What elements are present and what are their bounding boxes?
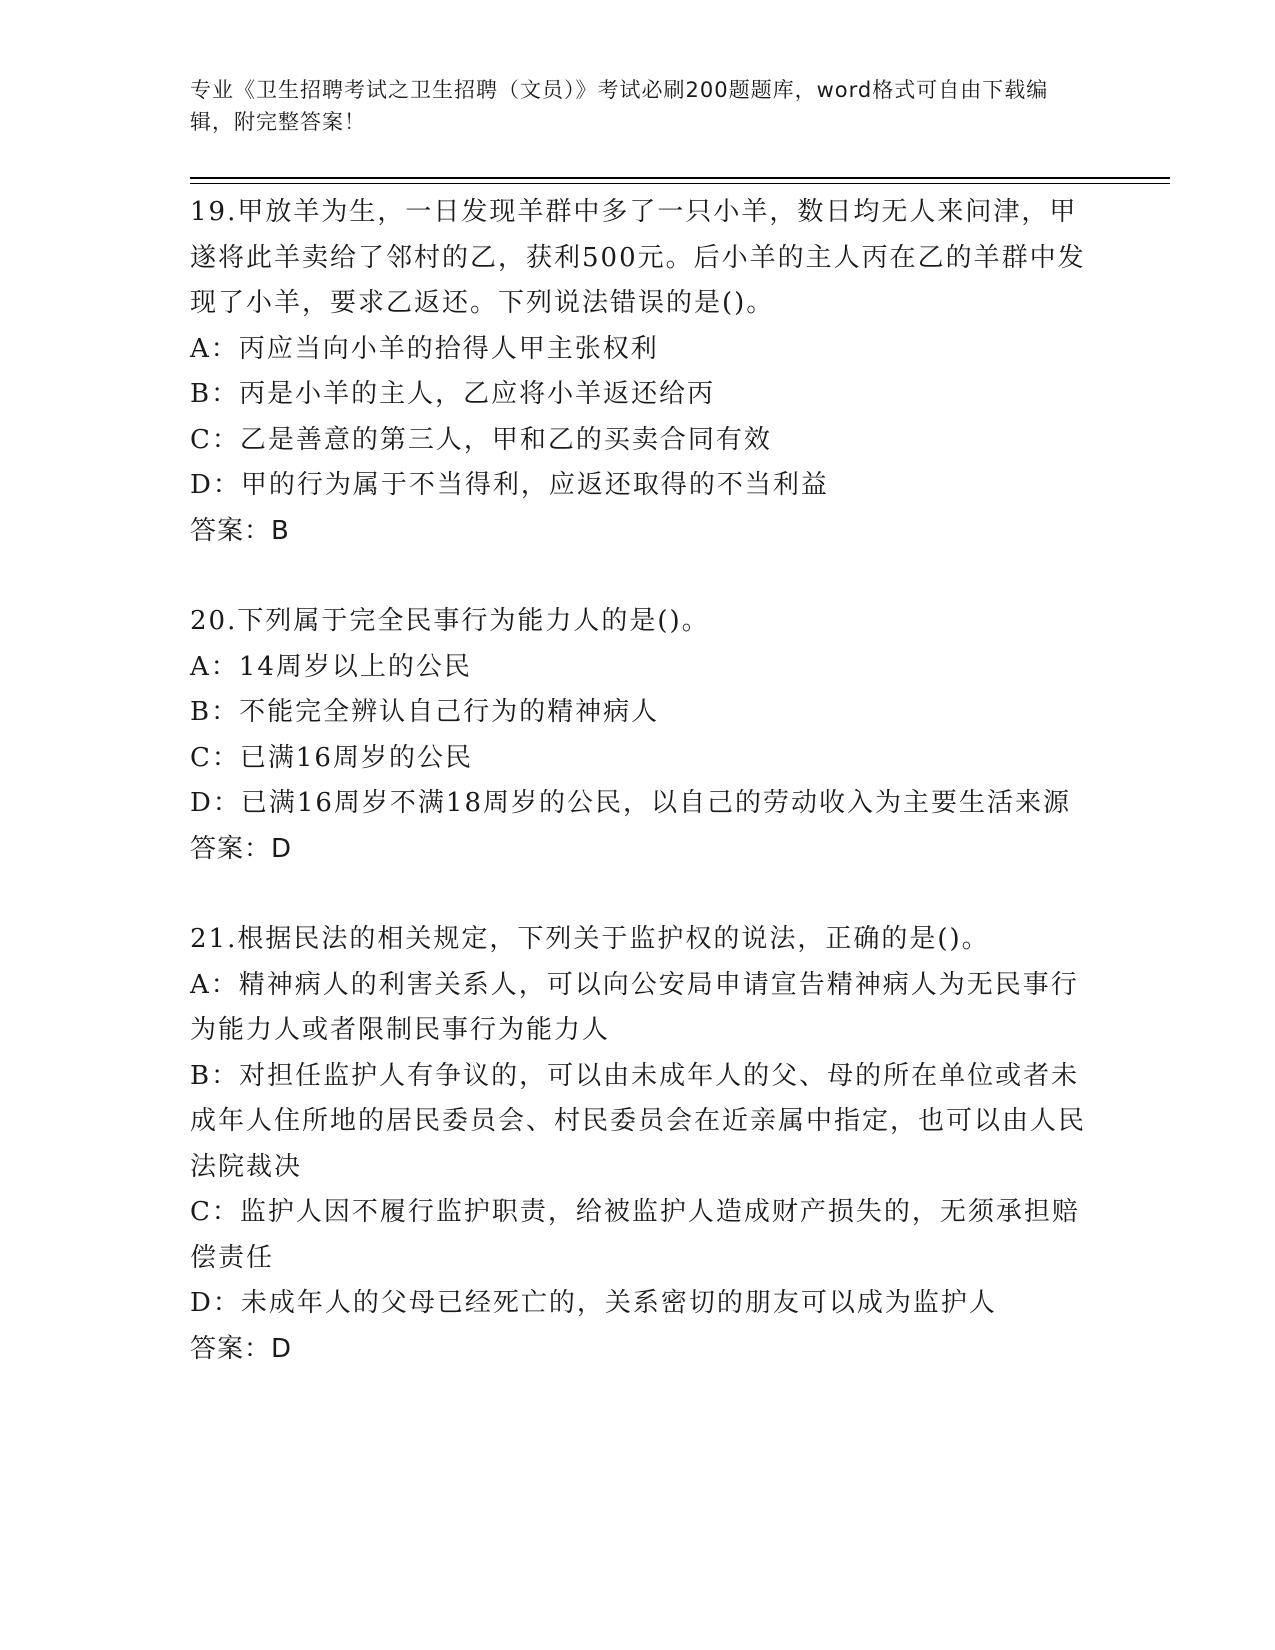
answer-label: 答案：D xyxy=(190,1333,293,1364)
option-c: C：已满16周岁的公民 xyxy=(190,742,473,773)
question-21 xyxy=(190,917,1090,1372)
question-stem: 20.下列属于完全民事行为能力人的是()。 xyxy=(190,606,710,636)
option-b: B：不能完全辨认自己行为的精神病人 xyxy=(190,697,660,727)
header-divider-thick xyxy=(190,177,1170,179)
question-19 xyxy=(190,190,1090,554)
option-a: A：精神病人的利害关系人，可以向公安局申请宣告精神病人为无民事行为能力人或者限制民事行为能力人 xyxy=(190,969,1079,1045)
option-c: C：乙是善意的第三人，甲和乙的买卖合同有效 xyxy=(190,424,772,455)
question-stem: 19.甲放羊为生，一日发现羊群中多了一只小羊，数日均无人来问津，甲遂将此羊卖给了邻村的乙，获利500元。后小羊的主人丙在乙的羊群中发现了小羊，要求乙返还。下列说法错误的是()。 xyxy=(190,197,1086,318)
option-d: D：未成年人的父母已经死亡的，关系密切的朋友可以成为监护人 xyxy=(190,1288,997,1318)
question-stem: 21.根据民法的相关规定，下列关于监护权的说法，正确的是()。 xyxy=(190,924,990,954)
document-header: 专业《卫生招聘考试之卫生招聘（文员）》考试必刷200题题库，word格式可自由下载编辑，附完整答案！ xyxy=(190,78,1049,134)
option-c: C：监护人因不履行监护职责，给被监护人造成财产损失的，无须承担赔偿责任 xyxy=(190,1197,1080,1273)
header-divider-thin xyxy=(190,183,1170,184)
option-d: D：甲的行为属于不当得利，应返还取得的不当利益 xyxy=(190,470,829,500)
answer-label: 答案：D xyxy=(190,833,293,864)
option-a: A：14周岁以上的公民 xyxy=(190,651,472,682)
question-list xyxy=(190,190,1090,1372)
question-20 xyxy=(190,599,1090,872)
option-d: D：已满16周岁不满18周岁的公民，以自己的劳动收入为主要生活来源 xyxy=(190,788,1072,818)
option-b: B：对担任监护人有争议的，可以由未成年人的父、母的所在单位或者未成年人住所地的居民委员会、村民委员会在近亲属中指定，也可以由人民法院裁决 xyxy=(190,1060,1087,1182)
option-b: B：丙是小羊的主人，乙应将小羊返还给丙 xyxy=(190,379,716,409)
answer-label: 答案：B xyxy=(190,515,290,546)
option-a: A：丙应当向小羊的拾得人甲主张权利 xyxy=(190,333,659,364)
